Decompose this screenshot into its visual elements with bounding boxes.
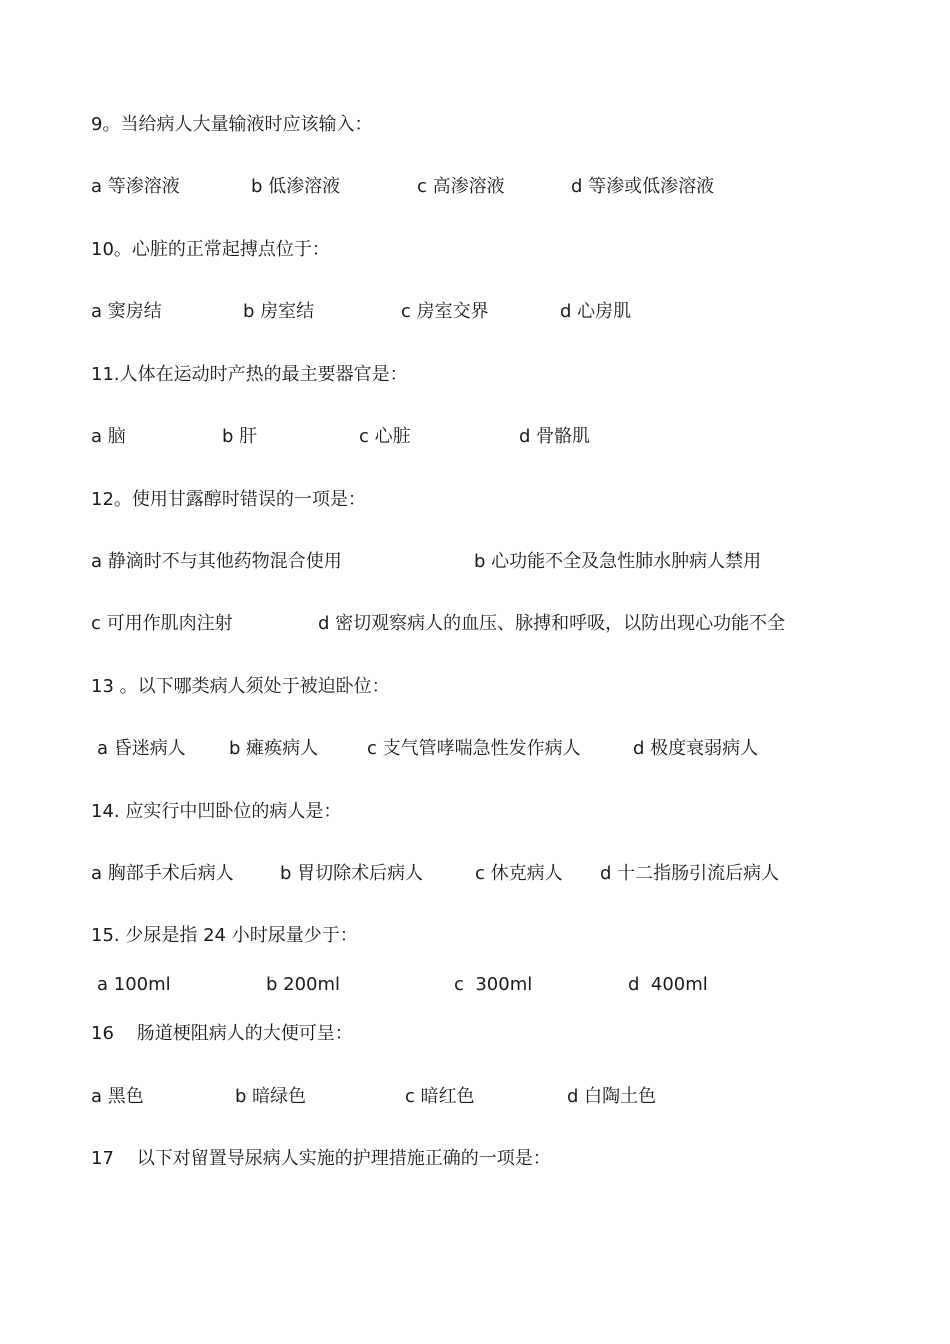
option-a: a 脑 <box>91 426 126 447</box>
option-b: b 低渗溶液 <box>251 176 341 197</box>
option-a: a 静滴时不与其他药物混合使用 <box>91 551 342 572</box>
option-c: c 暗红色 <box>405 1086 475 1107</box>
option-c: c 高渗溶液 <box>417 176 505 197</box>
option-b: b 暗绿色 <box>235 1086 307 1107</box>
option-a: a 等渗溶液 <box>91 176 180 197</box>
option-a: a 100ml <box>97 974 171 995</box>
option-b: b 房室结 <box>243 301 315 322</box>
option-d: d 十二指肠引流后病人 <box>600 863 780 884</box>
option-b: b 心功能不全及急性肺水肿病人禁用 <box>474 551 762 572</box>
question-stem: 17 以下对留置导尿病人实施的护理措施正确的一项是： <box>91 1148 551 1169</box>
option-c: c 可用作肌肉注射 <box>91 613 233 634</box>
question-stem: 16 肠道梗阻病人的大便可呈： <box>91 1023 353 1044</box>
question-stem: 11.人体在运动时产热的最主要器官是： <box>91 364 408 385</box>
option-d: d 等渗或低渗溶液 <box>571 176 715 197</box>
option-c: c 休克病人 <box>475 863 563 884</box>
option-c: c 心脏 <box>359 426 411 447</box>
option-c: c 房室交界 <box>401 301 489 322</box>
option-b: b 肝 <box>222 426 258 447</box>
option-a: a 胸部手术后病人 <box>91 863 234 884</box>
question-stem: 13 。以下哪类病人须处于被迫卧位： <box>91 676 390 697</box>
option-b: b 瘫痪病人 <box>229 738 319 759</box>
question-stem: 15. 少尿是指 24 小时尿量少于： <box>91 925 358 946</box>
question-stem: 12。使用甘露醇时错误的一项是： <box>91 489 366 510</box>
option-c: c 支气管哮喘急性发作病人 <box>367 738 581 759</box>
option-c: c 300ml <box>454 974 533 995</box>
option-d: d 骨骼肌 <box>519 426 591 447</box>
option-d: d 心房肌 <box>560 301 632 322</box>
option-a: a 窦房结 <box>91 301 162 322</box>
option-d: d 密切观察病人的血压、脉搏和呼吸，以防出现心功能不全 <box>318 613 786 634</box>
option-b: b 胃切除术后病人 <box>280 863 424 884</box>
option-b: b 200ml <box>266 974 341 995</box>
option-a: a 昏迷病人 <box>97 738 186 759</box>
option-d: d 400ml <box>628 974 708 995</box>
option-d: d 极度衰弱病人 <box>633 738 759 759</box>
option-a: a 黑色 <box>91 1086 144 1107</box>
question-stem: 14. 应实行中凹卧位的病人是： <box>91 801 342 822</box>
option-d: d 白陶土色 <box>567 1086 657 1107</box>
question-stem: 9。当给病人大量输液时应该输入： <box>91 114 373 135</box>
question-stem: 10。心脏的正常起搏点位于： <box>91 239 330 260</box>
